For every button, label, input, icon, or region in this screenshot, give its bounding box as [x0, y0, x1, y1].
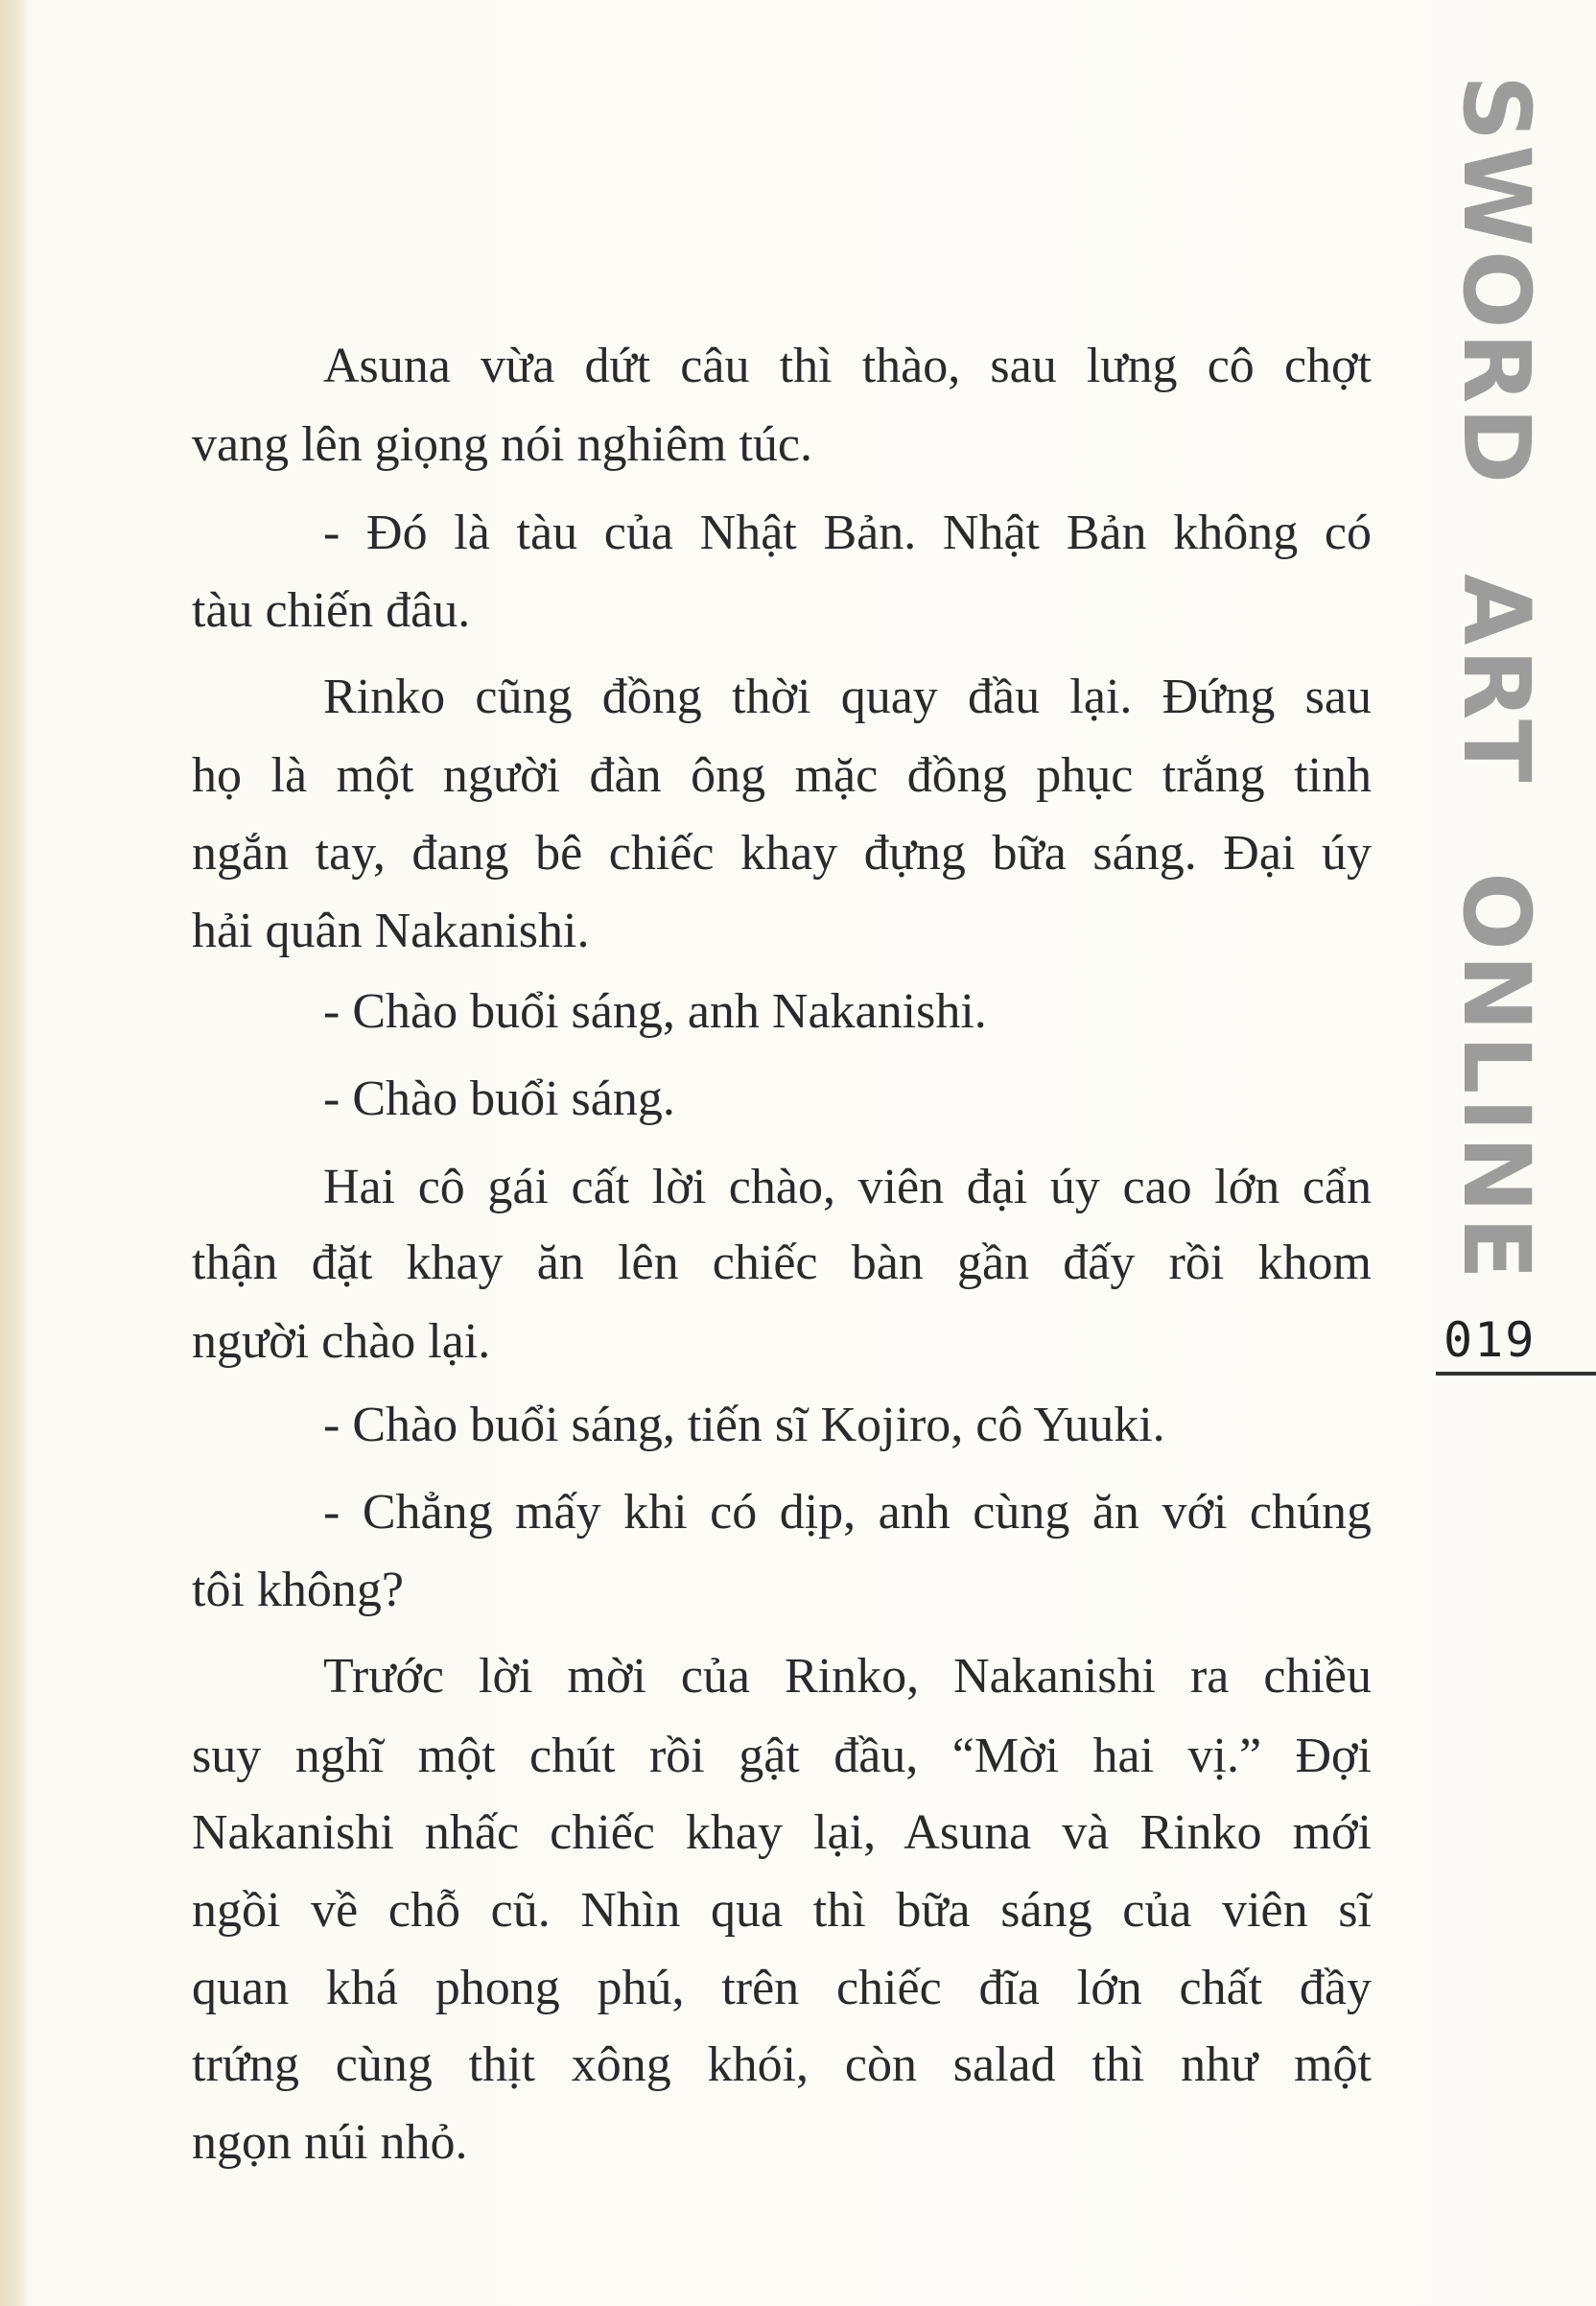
text-line: - Chào buổi sáng, anh Nakanishi. — [323, 984, 987, 1039]
text-line: trứng cùng thịt xông khói, còn salad thì như một — [192, 2037, 1372, 2092]
text-line: vang lên giọng nói nghiêm túc. — [192, 417, 813, 472]
text-line: tàu chiến đâu. — [192, 583, 471, 638]
text-line: suy nghĩ một chút rồi gật đầu, “Mời hai vị.” Đợi — [192, 1729, 1372, 1783]
text-line: Rinko cũng đồng thời quay đầu lại. Đứng sau — [323, 670, 1372, 724]
text-line: - Chào buổi sáng. — [323, 1071, 675, 1126]
text-line: Hai cô gái cất lời chào, viên đại úy cao lớn cẩn — [323, 1160, 1372, 1214]
text-line: ngọn núi nhỏ. — [192, 2115, 468, 2170]
text-line: Trước lời mời của Rinko, Nakanishi ra chiều — [323, 1649, 1372, 1704]
page-number: 019 — [1443, 1312, 1537, 1368]
text-line: người chào lại. — [192, 1314, 491, 1369]
text-line: họ là một người đàn ông mặc đồng phục trắng tinh — [192, 748, 1372, 803]
text-line: thận đặt khay ăn lên chiếc bàn gần đấy rồi khom — [192, 1235, 1372, 1290]
text-line: - Chẳng mấy khi có dịp, anh cùng ăn với chúng — [323, 1485, 1372, 1540]
text-line: - Chào buổi sáng, tiến sĩ Kojiro, cô Yuuki. — [323, 1398, 1165, 1452]
book-series-title: SWORD ART ONLINE — [1443, 75, 1550, 1283]
text-line: Nakanishi nhấc chiếc khay lại, Asuna và Rinko mới — [192, 1805, 1372, 1860]
text-line: ngồi về chỗ cũ. Nhìn qua thì bữa sáng của viên sĩ — [192, 1883, 1372, 1938]
text-line: ngắn tay, đang bê chiếc khay đựng bữa sáng. Đại úy — [192, 826, 1372, 881]
text-line: hải quân Nakanishi. — [192, 904, 590, 958]
page-number-rule — [1436, 1372, 1596, 1376]
text-line: Asuna vừa dứt câu thì thào, sau lưng cô chợt — [323, 339, 1372, 393]
text-line: quan khá phong phú, trên chiếc đĩa lớn chất đầy — [192, 1961, 1372, 2015]
text-line: - Đó là tàu của Nhật Bản. Nhật Bản không có — [323, 506, 1372, 560]
text-line: tôi không? — [192, 1563, 404, 1617]
